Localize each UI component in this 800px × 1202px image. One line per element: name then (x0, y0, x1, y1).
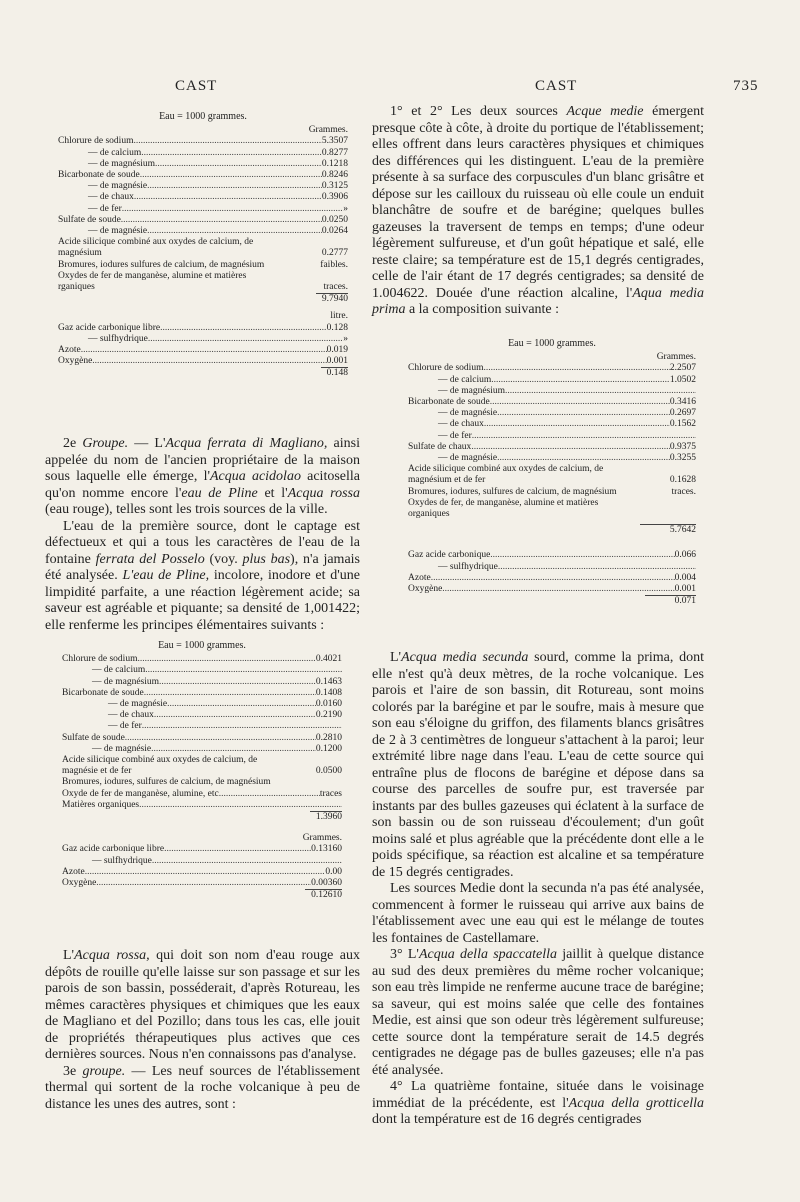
table-row: Chlorure de sodium ..... 0.4021 (62, 654, 342, 665)
table-row: — de magnésie ..... 0.1200 (62, 744, 342, 755)
left-text-block-1 (45, 436, 360, 634)
table-total: 9.7940 (58, 293, 348, 305)
table-row: — de magnésie ..... 0.0160 (62, 699, 342, 710)
table-row: Acide silicique combiné aux oxydes de calcium, de magnésium 0.2777 (58, 237, 348, 259)
table-caption: Eau = 1000 grammes. (159, 111, 247, 122)
table-row: — de fer ..... » (58, 204, 348, 215)
paragraph-acque-medie: 1° et 2° Les deux sources Acque medie émergent presque côte à côte, à droite du portique de l'établissement; elles offrent dans leurs caractères physiques et chimiques des différences qui les distinguent. L'eau de la première présente à sa surface des corpuscules d'un blanc grisâtre et dépose sur les cailloux du ruisseau où elle coule un enduit blanchâtre de soufre et de barégine; quelques bulles gazeuses la traversent de temps en temps; d'une odeur légèrement sulfureuse, et d'un goût hépatique et salé, elle reste claire; sa température est de 15,1 degrés centigrades, celle de l'air étant de 17 degrés centigrades; sa densité de 1.004622. Douée d'une réaction alcaline, l'Aqua media prima a la composition suivante : (372, 104, 704, 317)
gas-row: Azote ..... 0.00 (62, 867, 342, 878)
table-row: — de magnésie ..... 0.2697 (408, 408, 696, 419)
gas-row: Gaz acide carbonique libre ..... 0.13160 (62, 844, 342, 855)
table-row: Oxydes de fer, de manganèse, alumine et matières organiques (408, 497, 599, 520)
table-row: — de magnésium ..... 0.1463 (62, 677, 342, 688)
left-table-2 (62, 640, 342, 901)
paragraph-groupe-2: 2e Groupe. — L'Acqua ferrata di Magliano, ainsi appelée du nom de l'ancien propriétaire de la maison sous laquelle elle émerge, l'Acqua acidolao acitosella qu'on nomme encore l'eau de Pline et l'Acqua rossa (eau rouge), telles sont les trois sources de la ville. (45, 436, 360, 517)
gas-unit: Grammes. (302, 833, 342, 844)
table-row: Oxyde de fer de manganèse, alumine, etc ..... traces (62, 789, 342, 800)
table-row: — de magnésium ..... (408, 386, 696, 397)
running-title-right: CAST (535, 78, 578, 94)
table-row: Bicarbonate de soude ..... 0.1408 (62, 688, 342, 699)
paragraph-spaccatella: 3° L'Acqua della spaccatella jaillit à quelque distance au sud des deux premières du même rocher volcanique; son eau très limpide ne renferme aucune trace de barégine; sa saveur, qui est moins salée que celle des fontaines Medie, est ainsi que son odeur très légèrement sulfureuse; cette source dont la température serait de 14.5 degrés centigrades ne dégage pas de bulles gazeuses; elle n'a pas été analysée. (372, 947, 704, 1078)
paragraph-eau-de-pline: L'eau de la première source, dont le captage est défectueux et qui a tous les caractères de l'eau de la fontaine ferrata del Posselo (voy. plus bas), n'a jamais été analysée. L'eau de Pline, incolore, inodore et d'une limpidité parfaite, a une réaction légèrement acide; sa saveur est agréable et piquante; sa densité de 1,001422; elle renferme les principes élémentaires suivants : (45, 518, 360, 633)
table-row: — de magnésium ..... 0.1218 (58, 159, 348, 170)
gas-unit: litre. (330, 311, 348, 322)
table-caption: Eau = 1000 grammes. (508, 338, 596, 349)
table-row: Matières organiques ..... (62, 800, 342, 811)
table-row: — de calcium ..... 1.0502 (408, 375, 696, 386)
table-row: Sulfate de soude ..... 0.0250 (58, 215, 348, 226)
left-text-block-2 (45, 948, 360, 1113)
paragraph-grotticella: 4° La quatrième fontaine, située dans le voisinage immédiat de la précédente, est l'Acqua della grotticella dont la température est de 16 degrés centigrades (372, 1079, 704, 1127)
gas-total: 0.148 (58, 367, 348, 379)
table-row: — de fer ..... (408, 431, 696, 442)
table-row: Bicarbonate de soude ..... 0.3416 (408, 397, 696, 408)
gas-row: Oxygène ..... 0.001 (58, 356, 348, 367)
table-row: Chlorure de sodium ..... 2.2507 (408, 363, 696, 374)
gas-row: Gaz acide carbonique libre ..... 0.128 (58, 323, 348, 334)
table-total: 5.7642 (408, 524, 696, 536)
table-row: — de magnésie ..... 0.0264 (58, 226, 348, 237)
gas-row: — sulfhydrique ..... (62, 856, 342, 867)
paragraph-media-secunda: L'Acqua media secunda sourd, comme la prima, dont elle n'est qu'à deux mètres, de la roche volcanique. Les parois et l'aire de son bassin, dit Rotureau, sont moins colorés par la barégine et par le soufre, mais à mesure que son eau s'éloigne du griffon, des filaments blancs grisâtres de 2 à 3 centimètres de longueur s'attachent à la paroi; leur extrémité libre nage dans l'eau. L'eau de cette source qui entraîne plus de flocons de barégine et dépose dans sa course des parcelles de soufre pur, est traversée par instants par des bulles gazeuses qui éclatent à la surface de son bassin ou de son ruisseau d'écoulement; d'un goût moins salé et plus agréable que la précédente dont elle a le poids spécifique, sa réaction est alcaline et sa température de 15 degrés centigrades. (372, 650, 704, 880)
gas-total: 0.12610 (62, 889, 342, 901)
table-row: Acide silicique combiné aux oxydes de calcium, de magnésie et de fer 0.0500 (62, 755, 342, 777)
gas-row: Oxygène ..... 0.001 (408, 584, 696, 595)
right-text-block-1 (372, 104, 704, 319)
gas-row: Azote ..... 0.019 (58, 345, 348, 356)
table-row: Sulfate de soude ..... 0.2810 (62, 733, 342, 744)
table-row: — de fer ..... (62, 721, 342, 732)
table-unit: Grammes. (308, 125, 348, 136)
table-row: Acide silicique combiné aux oxydes de calcium, de magnésium et de fer 0.1628 (408, 464, 696, 486)
table-row: Sulfate de chaux ..... 0.9375 (408, 442, 696, 453)
table-row: — de chaux ..... 0.1562 (408, 419, 696, 430)
paragraph-sources-medie: Les sources Medie dont la secunda n'a pas été analysée, commencent à former le ruisseau qui arrive aux bains de l'établissement avec une eau qui est le mélange de toutes les fontaines de Castellamare. (372, 881, 704, 946)
table-row: — de calcium ..... 0.8277 (58, 148, 348, 159)
gas-total: 0.071 (408, 595, 696, 607)
gas-row: Azote ..... 0.004 (408, 573, 696, 584)
gas-row: — sulfhydrique ..... (408, 562, 696, 573)
paragraph-acqua-rossa: L'Acqua rossa, qui doit son nom d'eau rouge aux dépôts de rouille qu'elle laisse sur son passage et sur les parois de son bassin, posséderait, d'après Rotureau, les mêmes caractères physiques et chimiques que les eaux de Magliano et del Pozillo; dans tous les cas, elle jouit de propriétés thérapeutiques plus actives que ces dernières sources. Nous n'en connaissons pas d'analyse. (45, 948, 361, 1062)
table-unit: Grammes. (656, 352, 696, 363)
right-table (408, 338, 696, 607)
right-text-block-2 (372, 650, 704, 1129)
table-row: Bicarbonate de soude ..... 0.8246 (58, 170, 348, 181)
gas-row: — sulfhydrique ..... » (58, 334, 348, 345)
table-row: Bromures, iodures, sulfures de calcium, de magnésium traces. (408, 486, 696, 497)
table-row: — de magnésie ..... 0.3255 (408, 453, 696, 464)
table-row: Chlorure de sodium ..... 5.3507 (58, 136, 348, 147)
gas-row: Gaz acide carbonique ..... 0.066 (408, 550, 696, 561)
table-row: — de magnésie ..... 0.3125 (58, 181, 348, 192)
table-row: Bromures, iodures, sulfures de calcium, de magnésium (62, 777, 271, 788)
table-row: — de calcium ..... (62, 665, 342, 676)
table-row: Oxydes de fer de manganèse, alumine et matières rganiques traces. (58, 270, 348, 293)
gas-row: Oxygène ..... 0.00360 (62, 878, 342, 889)
page-number: 735 (733, 78, 759, 94)
table-row: — de chaux ..... 0.3906 (58, 192, 348, 203)
table-row: Bromures, iodures sulfures de calcium, de magnésium faibles. (58, 259, 348, 270)
paragraph-groupe-3: 3e groupe. — Les neuf sources de l'établissement thermal qui sortent de la roche volcanique à peu de distance les unes des autres, sont : (45, 1063, 361, 1112)
table-total: 1.3960 (62, 811, 342, 823)
running-title-left: CAST (175, 78, 218, 94)
left-table-1 (58, 111, 348, 380)
table-row: — de chaux ..... 0.2190 (62, 710, 342, 721)
table-caption: Eau = 1000 grammes. (158, 640, 246, 651)
